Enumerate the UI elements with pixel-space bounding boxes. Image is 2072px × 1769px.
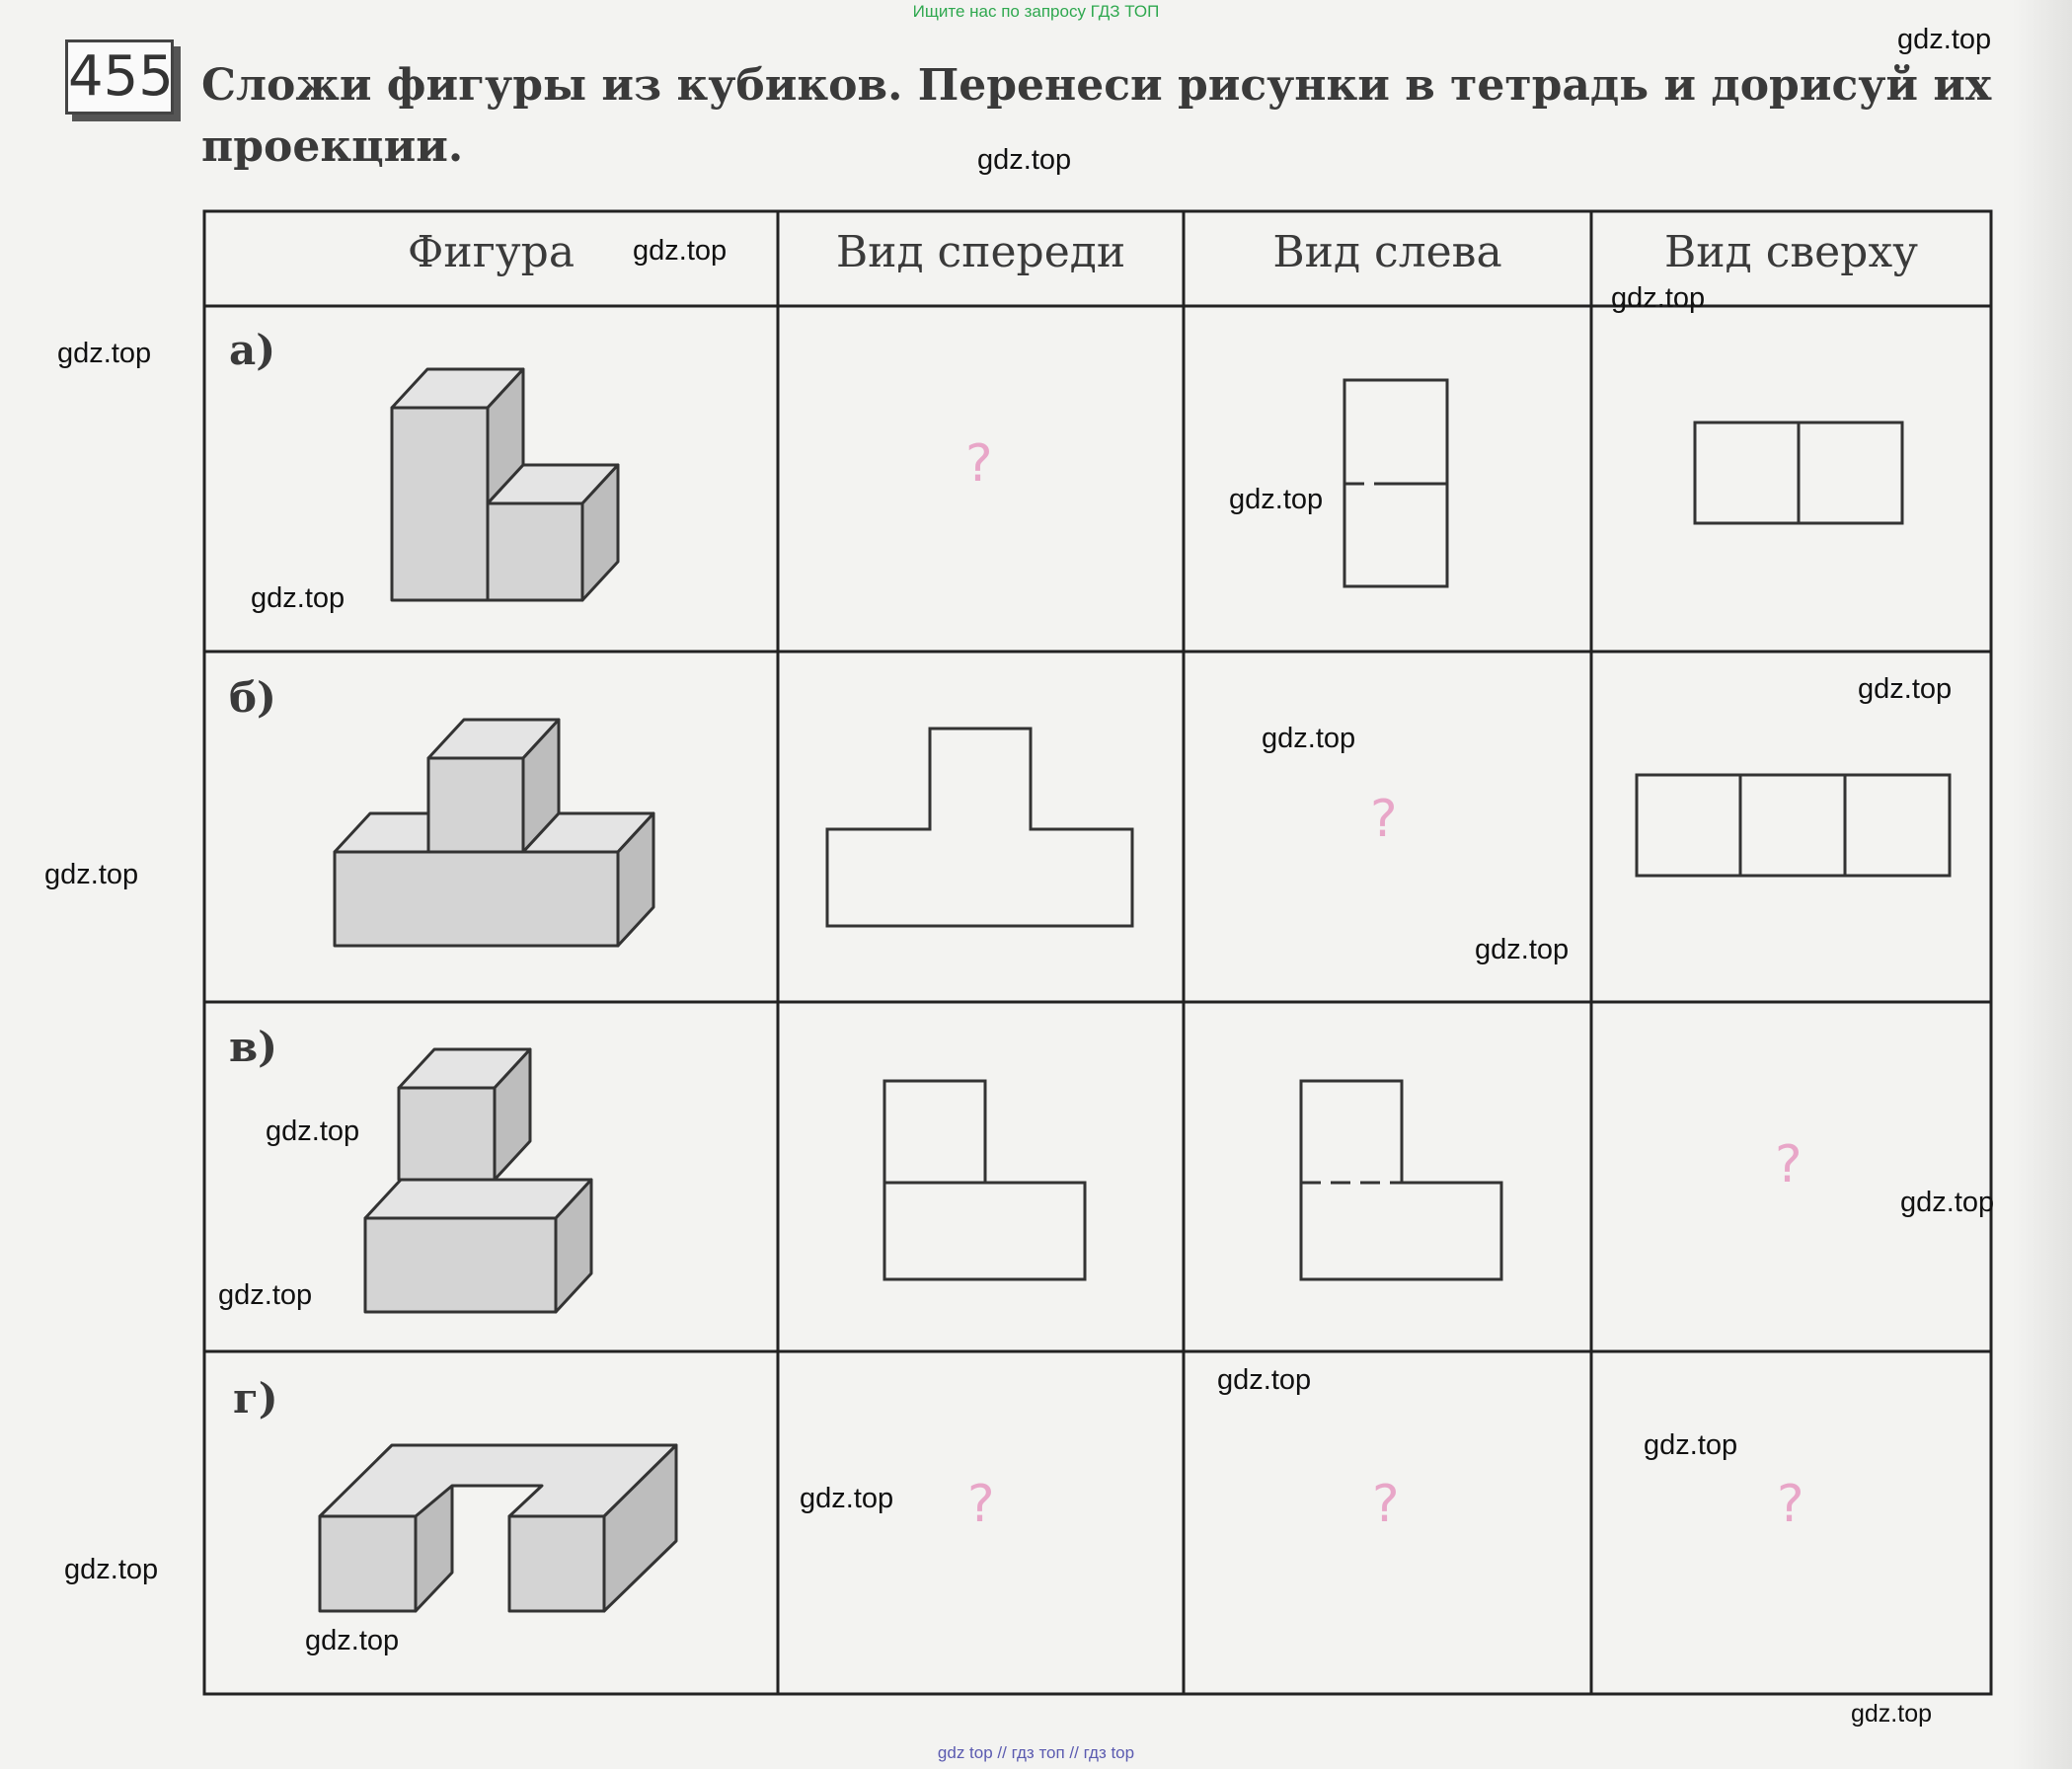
watermark: gdz.top	[1851, 1700, 1933, 1728]
watermark: gdz.top	[1644, 1429, 1738, 1461]
watermark: gdz.top	[977, 144, 1072, 176]
watermark: gdz.top	[1475, 934, 1570, 965]
row-label-a: а)	[229, 326, 276, 374]
watermark: gdz.top	[1611, 282, 1706, 314]
top-view-a	[1695, 423, 1902, 523]
watermark: gdz.top	[1900, 1187, 1995, 1218]
left-view-c	[1301, 1081, 1501, 1279]
row-label-c: в)	[229, 1023, 278, 1071]
watermark: gdz.top	[800, 1483, 894, 1514]
figure-c	[365, 1049, 591, 1312]
watermark: gdz.top	[218, 1279, 313, 1311]
left-view-a	[1344, 380, 1447, 586]
missing-left-b: ?	[1370, 790, 1398, 849]
watermark: gdz.top	[64, 1554, 159, 1585]
missing-top-c: ?	[1775, 1135, 1803, 1194]
row-label-b: б)	[229, 673, 276, 722]
figure-a	[392, 369, 618, 600]
watermark: gdz.top	[57, 338, 152, 369]
front-view-b	[827, 729, 1132, 926]
watermark: gdz.top	[1262, 723, 1356, 754]
missing-front-d: ?	[967, 1475, 995, 1534]
watermark: gdz.top	[305, 1625, 400, 1656]
watermark: gdz.top	[251, 582, 345, 614]
header-front-view: Вид спереди	[835, 227, 1126, 277]
header-left-view: Вид слева	[1272, 227, 1502, 277]
watermark: gdz.top	[633, 235, 728, 267]
problem-number: 455	[65, 39, 174, 115]
watermark: gdz.top	[1217, 1364, 1312, 1396]
watermark: gdz.top	[1229, 484, 1324, 515]
figure-b	[335, 720, 653, 946]
top-banner: Ищите нас по запросу ГДЗ ТОП	[912, 2, 1160, 21]
footer-links: gdz top // гдз топ // гдз top	[937, 1743, 1135, 1762]
figure-d	[320, 1445, 676, 1611]
front-view-c	[884, 1081, 1085, 1279]
problem-text: Сложи фигуры из кубиков. Перенеси рисунки в тетрадь и дорисуй их проекции.	[201, 60, 1992, 172]
watermark: gdz.top	[1858, 673, 1953, 705]
watermark: gdz.top	[44, 859, 139, 890]
missing-top-d: ?	[1777, 1475, 1804, 1534]
header-top-view: Вид сверху	[1663, 227, 1919, 277]
header-figure: Фигура	[407, 227, 576, 277]
row-label-d: г)	[233, 1374, 278, 1423]
watermark: gdz.top	[1897, 24, 1992, 55]
missing-front-a: ?	[965, 434, 993, 494]
top-view-b	[1637, 775, 1950, 876]
watermark: gdz.top	[266, 1115, 360, 1147]
missing-left-d: ?	[1372, 1475, 1400, 1534]
